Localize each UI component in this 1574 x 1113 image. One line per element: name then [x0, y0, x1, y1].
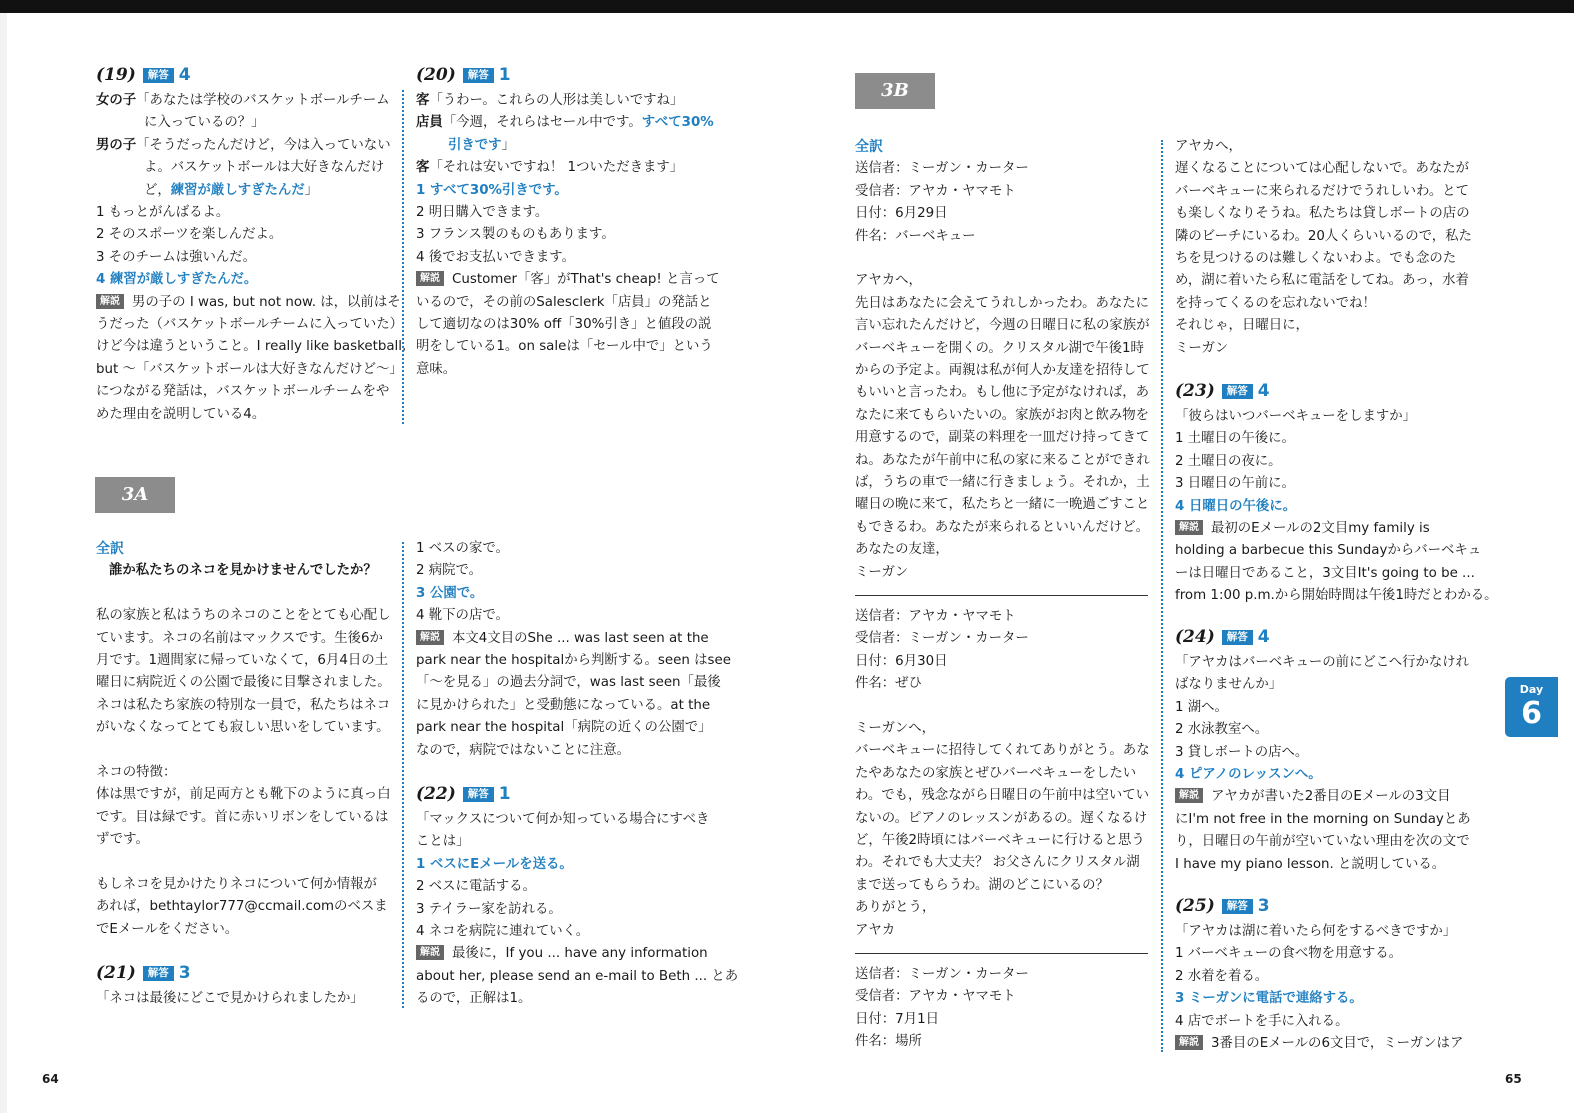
explanation-line: 解説 男の子の I was, but not now. は，以前はそ — [96, 292, 396, 314]
email-body-line: ど，午後2時頃にはバーベキューに行けると思う — [855, 833, 1145, 849]
q21-number: (21) — [96, 963, 136, 983]
question-text: ばなりませんか」 — [1175, 677, 1283, 693]
email-body-line: 先日はあなたに会えてうれしかったわ。あなたに — [855, 295, 1150, 311]
email-header-line: 件名：場所 — [855, 1034, 922, 1050]
passage-line: 私の家族と私はうちのネコのことをとても心配し — [96, 608, 391, 624]
correct-choice: 3 ミーガンに電話で連絡する。 — [1175, 991, 1363, 1007]
dialogue-line: 男の子「そうだったんだけど，今は入っていない — [96, 137, 391, 153]
email-body-line: ちを見つけるのは難しくないわよ。でも念のた — [1175, 251, 1457, 267]
email-body-line: バーベキューを開くの。クリスタル湖で午後1時 — [855, 340, 1144, 356]
explanation-line: 意味。 — [416, 361, 457, 377]
explanation-badge: 解説 — [416, 945, 444, 960]
explanation-line: 解説 アヤカが書いた2番目のEメールの3文目 — [1175, 786, 1475, 808]
email-body-line: 言い忘れたんだけど，今週の日曜日に私の家族が — [855, 318, 1150, 334]
email-3-body — [1175, 136, 1475, 360]
passage-line: ずです。 — [96, 832, 149, 848]
correct-choice: 4 練習が厳しすぎたんだ。 — [96, 272, 258, 288]
email-body-line: を持ってくるのを忘れないでね！ — [1175, 295, 1376, 311]
explanation-line: holding a barbecue this Sundayからバーベキュ — [1175, 543, 1482, 559]
column-divider — [402, 542, 404, 1008]
passage-line: もしネコを見かけたりネコについて何か情報が — [96, 877, 377, 893]
email-separator — [855, 953, 1148, 954]
choice-item: 1 ベスの家で。 — [416, 541, 509, 556]
q21-block — [96, 962, 396, 1010]
q23-block — [1175, 380, 1498, 608]
choice-item: 3 貸しボートの店へ。 — [1175, 744, 1309, 760]
question-text: ことは」 — [416, 834, 470, 850]
dialogue-line: 店員「今週，それらはセール中です。すべて30% — [416, 115, 714, 131]
q23-answer: 4 — [1257, 381, 1270, 401]
email-body-line: 用意するので，副菜の料理を一皿だけ持ってきて — [855, 430, 1150, 446]
explanation-line: り，日曜日の午前が空いていない理由を次の文で — [1175, 834, 1470, 850]
email-body-line: もできるわ。あなたが来られるといいんだけど。 — [855, 519, 1150, 535]
explanation-line: ーは日曜日であること，3文目It's going to be ... — [1175, 565, 1475, 581]
email-header-line: 送信者：アヤカ・ヤマモト — [855, 609, 1016, 624]
email-body-line: ミーガンへ， — [855, 721, 936, 737]
explanation-line: park near the hospitalから判断する。seen はsee — [416, 653, 731, 669]
email-body-line: ありがとう， — [855, 900, 936, 916]
explanation-line: from 1:00 p.m.から開始時間は午後1時だとわかる。 — [1175, 588, 1498, 604]
explanation-line: 解説 3番目のEメールの6文目で，ミーガンはア — [1175, 1033, 1475, 1055]
explanation-badge: 解説 — [1175, 520, 1203, 535]
explanation-line: 解説 最後に，If you ... have any information — [416, 943, 716, 965]
email-header-line: 日付：7月1日 — [855, 1011, 939, 1027]
explanation-line: に見かけられた」と受動態になっている。at the — [416, 697, 711, 713]
q19-block — [96, 64, 407, 426]
correct-choice: 4 日曜日の午後に。 — [1175, 498, 1297, 514]
choice-item: 2 そのスポーツを楽しんだよ。 — [96, 227, 283, 243]
dialogue-line: に入っているの？」 — [144, 115, 265, 131]
q19-number: (19) — [96, 65, 136, 85]
email-body-line: 隣のビーチにいるわ。20人くらいいるので，私た — [1175, 228, 1472, 244]
dialogue-line: 女の子「あなたは学校のバスケットボールチーム — [96, 93, 390, 108]
choice-item: 4 店でボートを手に入れる。 — [1175, 1013, 1349, 1029]
passage-line: ています。ネコの名前はマックスです。生後6か — [96, 630, 383, 646]
q19-answer-badge: 解答 — [143, 68, 174, 83]
email-header-line: 件名：バーベキュー — [855, 228, 976, 244]
email-body-line: ミーガン — [1175, 340, 1229, 356]
explanation-line: なので，病院ではないことに注意。 — [416, 742, 630, 758]
email-body-line: アヤカ — [855, 922, 896, 938]
email-header-line: 受信者：アヤカ・ヤマモト — [855, 183, 1016, 199]
explanation-line: けど今は違うということ。I really like basketball, — [96, 339, 407, 355]
email-body-line: も楽しくなりそうね。私たちは貸しボートの店の — [1175, 206, 1470, 222]
email-body-line: アヤカへ， — [855, 273, 922, 289]
choice-item: 4 ネコを病院に連れていく。 — [416, 924, 590, 940]
section-3a-label: 3A — [95, 477, 175, 513]
explanation-badge: 解説 — [1175, 788, 1203, 803]
email-2 — [855, 606, 1150, 942]
q20-number: (20) — [416, 65, 456, 85]
question-text: 「アヤカは湖に着いたら何をするべきですか」 — [1175, 924, 1457, 939]
email-body-line: なたに来てもらいたいの。家族がお肉と飲み物を — [855, 407, 1150, 423]
explanation-badge: 解説 — [1175, 1035, 1203, 1050]
email-body-line: からの予定よ。両親は私が何人か友達を招待して — [855, 363, 1150, 379]
dialogue-line: ど，練習が厳しすぎたんだ」 — [144, 182, 319, 198]
passage-line: です。目は緑です。首に赤いリボンをしているは — [96, 809, 389, 825]
email-body-line: 曜日の晩に来て，私たちと一緒に一晩過ごすこと — [855, 497, 1150, 513]
q22-block — [416, 783, 739, 1011]
passage-subheading: ネコの特徴： — [96, 765, 177, 781]
q21-answer-badge: 解答 — [143, 966, 174, 981]
q23-answer-badge: 解答 — [1222, 384, 1253, 399]
passage-line: あれば，bethtaylor777@ccmail.comのベスま — [96, 899, 388, 915]
email-header-line: 日付：6月30日 — [855, 653, 948, 669]
email-body-line: ミーガン — [855, 564, 909, 580]
email-body-line: わ。でも，残念ながら日曜日の午前中は空いてい — [855, 788, 1150, 804]
choice-item: 2 ベスに電話する。 — [416, 879, 536, 895]
choice-item: 2 明日購入できます。 — [416, 205, 549, 221]
q22-answer: 1 — [498, 784, 511, 804]
email-header-line: 送信者：ミーガン・カーター — [855, 967, 1029, 982]
dialogue-line: 引きです」 — [448, 137, 515, 153]
column-divider — [402, 90, 404, 424]
explanation-badge: 解説 — [96, 294, 124, 309]
explanation-line: うだった（バスケットボールチームに入っていた） — [96, 317, 404, 333]
explanation-line: めた理由を説明している4。 — [96, 406, 266, 422]
explanation-line: park near the hospital「病院の近くの公園で」 — [416, 720, 712, 736]
email-body-line: たやあなたの家族とぜひバーベキューをしたい — [855, 765, 1137, 781]
explanation-line: して適切なのは30% off「30%引き」と値段の説 — [416, 317, 712, 333]
q25-answer: 3 — [1257, 896, 1270, 916]
explanation-badge: 解説 — [416, 271, 444, 286]
explanation-line: にI'm not free in the morning on Sundayとあ — [1175, 811, 1471, 827]
passage-3a — [96, 538, 396, 941]
choice-item: 3 そのチームは強いんだ。 — [96, 249, 257, 265]
dialogue-line: よ。バスケットボールは大好きなんだけ — [144, 160, 385, 176]
passage-line: 月です。1週間家に帰っていなくて，6月4日の土 — [96, 653, 389, 669]
page-number-right: 65 — [1505, 1072, 1522, 1086]
question-text: 「彼らはいつバーベキューをしますか」 — [1175, 409, 1417, 424]
explanation-line: 「～を見る」の過去分詞で，was last seen「最後 — [416, 675, 721, 691]
q21-choices — [416, 538, 731, 762]
passage-line: 曜日に病院近くの公園で最後に目撃されました。 — [96, 675, 391, 691]
q21-answer: 3 — [178, 963, 191, 983]
choice-item: 2 土曜日の夜に。 — [1175, 453, 1282, 469]
choice-item: 1 バーベキューの食べ物を用意する。 — [1175, 946, 1403, 962]
q20-answer-badge: 解答 — [463, 68, 494, 83]
explanation-line: I have my piano lesson. と説明している。 — [1175, 856, 1446, 872]
choice-item: 1 もっとがんばるよ。 — [96, 205, 230, 221]
q22-number: (22) — [416, 784, 456, 804]
choice-item: 1 土曜日の午後に。 — [1175, 431, 1295, 447]
email-body-line: わ。それでも大丈夫？ お父さんにクリスタル湖 — [855, 855, 1140, 871]
correct-choice: 3 公園で。 — [416, 585, 484, 601]
explanation-line: いるので，その前のSalesclerk「店員」の発話と — [416, 294, 712, 310]
question-text: 「マックスについて何か知っている場合にすべき — [416, 812, 710, 827]
email-body-line: あなたの友達， — [855, 542, 949, 558]
question-text: 「アヤカはバーベキューの前にどこへ行かなけれ — [1175, 655, 1470, 670]
q22-answer-badge: 解答 — [463, 787, 494, 802]
day-tab — [1505, 677, 1558, 737]
page-edge — [0, 13, 7, 1113]
email-header-line: 日付：6月29日 — [855, 206, 948, 222]
q19-answer: 4 — [178, 65, 191, 85]
q24-answer-badge: 解答 — [1222, 630, 1253, 645]
email-body-line: ないの。ピアノのレッスンがあるの。遅くなるけ — [855, 810, 1148, 826]
choice-item: 1 湖へ。 — [1175, 699, 1228, 715]
email-body-line: アヤカへ， — [1175, 139, 1242, 154]
choice-item: 3 フランス製のものもあります。 — [416, 227, 615, 243]
dialogue-line: 客「それは安いですね！ 1ついただきます」 — [416, 160, 684, 176]
q23-number: (23) — [1175, 381, 1215, 401]
explanation-line: 解説 最初のEメールの2文目my family is — [1175, 518, 1475, 540]
choice-item: 2 病院で。 — [416, 563, 483, 579]
correct-choice: 1 ベスにEメールを送る。 — [416, 856, 573, 872]
choice-item: 3 日曜日の午前に。 — [1175, 476, 1295, 492]
choice-item: 2 水着を着る。 — [1175, 968, 1269, 984]
q25-block — [1175, 895, 1475, 1055]
correct-choice: 4 ピアノのレッスンへ。 — [1175, 767, 1322, 783]
q25-answer-badge: 解答 — [1222, 899, 1253, 914]
page-number-left: 64 — [42, 1072, 59, 1086]
explanation-line: 明をしている1。on saleは「セール中で」という — [416, 339, 713, 355]
q24-number: (24) — [1175, 627, 1215, 647]
column-divider — [1161, 140, 1163, 1052]
explanation-line: about her, please send an e-mail to Beth ... とあ — [416, 968, 739, 984]
top-bar — [0, 0, 1574, 13]
email-body-line: め，湖に着いたら私に電話をしてね。あっ，水着 — [1175, 273, 1469, 289]
email-body-line: もいいと言ったわ。もし他に予定がなければ，あ — [855, 385, 1150, 401]
day-tab-number: 6 — [1521, 696, 1542, 731]
email-header-line: 受信者：ミーガン・カーター — [855, 631, 1029, 647]
choice-item: 4 後でお支払いできます。 — [416, 249, 576, 265]
explanation-line: 解説 本文4文目のShe ... was last seen at the — [416, 628, 716, 650]
explanation-line: るので，正解は1。 — [416, 991, 532, 1007]
explanation-badge: 解説 — [416, 630, 444, 645]
section-3b-label: 3B — [855, 73, 935, 109]
translation-heading: 全訳 — [855, 139, 883, 155]
passage-line: 体は黒ですが，前足両方とも靴下のように真っ白 — [96, 787, 391, 803]
email-header-line: 受信者：アヤカ・ヤマモト — [855, 989, 1016, 1005]
email-body-line: バーベキューに来られるだけでうれしいわ。とて — [1175, 183, 1470, 199]
emails-3b — [855, 136, 1150, 584]
email-body-line: バーベキューに招待してくれてありがとう。あな — [855, 743, 1150, 759]
passage-line: ネコは私たち家族の特別な一員で，私たちはネコ — [96, 697, 391, 713]
email-header-line: 送信者：ミーガン・カーター — [855, 161, 1029, 177]
explanation-line: につながる発話は，バスケットボールチームをや — [96, 384, 390, 400]
correct-choice: 1 すべて30%引きです。 — [416, 182, 568, 198]
translation-heading: 全訳 — [96, 541, 124, 557]
passage-line: がいなくなってとても寂しい思いをしています。 — [96, 720, 390, 736]
choice-item: 4 靴下の店で。 — [416, 608, 509, 624]
email-body-line: 遅くなることについては心配しないで。あなたが — [1175, 161, 1470, 177]
email-3-header — [855, 964, 1150, 1054]
email-header-line: 件名：ぜひ — [855, 676, 922, 692]
choice-item: 2 水泳教室へ。 — [1175, 722, 1269, 738]
q20-answer: 1 — [498, 65, 511, 85]
dialogue-line: 客「うわー。これらの人形は美しいですね」 — [416, 93, 684, 108]
email-body-line: ば，うちの車で一緒に行きましょう。それか，土 — [855, 475, 1150, 491]
q24-answer: 4 — [1257, 627, 1270, 647]
passage-line: でEメールをください。 — [96, 921, 239, 937]
q24-block — [1175, 626, 1475, 876]
email-body-line: ね。あなたが午前中に私の家に来ることができれ — [855, 452, 1150, 468]
explanation-line: 解説 Customer「客」がThat's cheap! と言って — [416, 269, 716, 291]
choice-item: 3 テイラー家を訪れる。 — [416, 901, 562, 917]
explanation-line: but ～「バスケットボールは大好きなんだけど～」 — [96, 361, 403, 377]
passage-title: 誰か私たちのネコを見かけませんでしたか？ — [109, 563, 377, 579]
q25-number: (25) — [1175, 896, 1215, 916]
email-body-line: まで送ってもらうわ。湖のどこにいるの？ — [855, 877, 1109, 893]
email-body-line: それじゃ，日曜日に， — [1175, 318, 1309, 334]
question-text: 「ネコは最後にどこで見かけられましたか」 — [96, 991, 364, 1006]
q20-block — [416, 64, 720, 381]
day-tab-label: Day — [1519, 683, 1544, 696]
email-separator — [855, 595, 1148, 596]
